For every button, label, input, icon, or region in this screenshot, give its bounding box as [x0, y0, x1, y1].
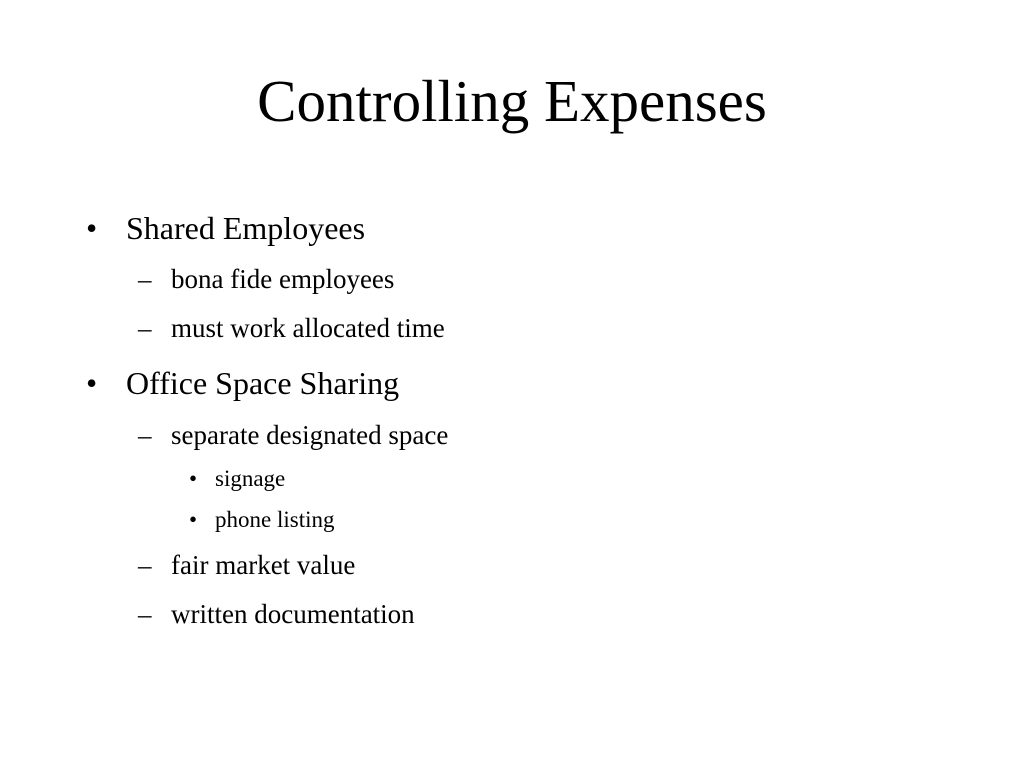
sub-bullet-must-work-allocated-time: must work allocated time: [171, 313, 445, 343]
sub-bullet-written-documentation: written documentation: [171, 599, 415, 629]
sub-sub-bullet-marker: •: [189, 507, 198, 532]
bullet-marker: •: [86, 210, 98, 246]
sub-sub-bullet-phone-listing: phone listing: [215, 507, 335, 532]
sub-sub-bullet-signage: signage: [215, 466, 286, 491]
bullet-marker: •: [86, 365, 98, 401]
sub-bullet-marker: –: [138, 264, 152, 294]
bullet-office-space-sharing: Office Space Sharing: [126, 365, 400, 401]
sub-bullet-marker: –: [138, 420, 152, 450]
sub-bullet-fair-market-value: fair market value: [171, 550, 356, 580]
sub-bullet-separate-designated-space: separate designated space: [171, 420, 449, 450]
slide-title: Controlling Expenses: [257, 68, 767, 134]
sub-sub-bullet-marker: •: [189, 466, 198, 491]
sub-bullet-marker: –: [138, 599, 152, 629]
bullet-shared-employees: Shared Employees: [126, 210, 366, 246]
sub-bullet-marker: –: [138, 550, 152, 580]
sub-bullet-marker: –: [138, 313, 152, 343]
sub-bullet-bona-fide-employees: bona fide employees: [171, 264, 395, 294]
